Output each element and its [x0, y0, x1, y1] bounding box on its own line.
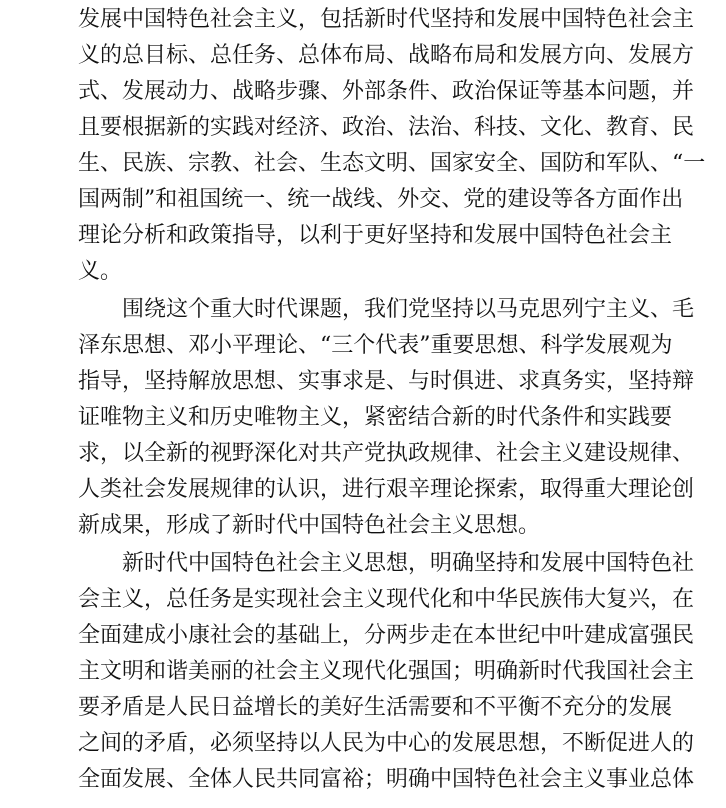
- text-line: 新时代中国特色社会主义思想，明确坚持和发展中国特色社: [122, 551, 695, 576]
- text-line: 要矛盾是人民日益增长的美好生活需要和不平衡不充分的发展: [78, 695, 673, 720]
- text-line: 指导，坚持解放思想、实事求是、与时俱进、求真务实，坚持辩: [78, 369, 695, 394]
- text-line: 围绕这个重大时代课题，我们党坚持以马克思列宁主义、毛: [122, 297, 695, 322]
- text-line: 理论分析和政策指导，以利于更好坚持和发展中国特色社会主: [78, 223, 673, 248]
- text-line: 主文明和谐美丽的社会主义现代化强国；明确新时代我国社会主: [78, 659, 695, 684]
- text-line: 国两制”和祖国统一、统一战线、外交、党的建设等各方面作出: [78, 187, 684, 212]
- text-line: 泽东思想、邓小平理论、“三个代表”重要思想、科学发展观为: [78, 333, 673, 358]
- text-line: 且要根据新的实践对经济、政治、法治、科技、文化、教育、民: [78, 115, 695, 140]
- text-line: 全面发展、全体人民共同富裕；明确中国特色社会主义事业总体: [78, 767, 695, 792]
- text-line: 义。: [78, 259, 123, 284]
- text-line: 全面建成小康社会的基础上，分两步走在本世纪中叶建成富强民: [78, 623, 695, 648]
- text-line: 式、发展动力、战略步骤、外部条件、政治保证等基本问题，并: [78, 79, 695, 104]
- text-line: 新成果，形成了新时代中国特色社会主义思想。: [78, 513, 541, 538]
- text-line: 之间的矛盾，必须坚持以人民为中心的发展思想，不断促进人的: [78, 731, 695, 756]
- text-line: 证唯物主义和历史唯物主义，紧密结合新的时代条件和实践要: [78, 405, 673, 430]
- text-line: 求，以全新的视野深化对共产党执政规律、社会主义建设规律、: [78, 441, 695, 466]
- document-page: [78, 0, 706, 808]
- text-line: 生、民族、宗教、社会、生态文明、国家安全、国防和军队、“一: [78, 151, 706, 176]
- text-line: 会主义，总任务是实现社会主义现代化和中华民族伟大复兴，在: [78, 587, 695, 612]
- text-line: 发展中国特色社会主义，包括新时代坚持和发展中国特色社会主: [78, 7, 695, 32]
- text-line: 义的总目标、总任务、总体布局、战略布局和发展方向、发展方: [78, 43, 695, 68]
- text-line: 人类社会发展规律的认识，进行艰辛理论探索，取得重大理论创: [78, 477, 695, 502]
